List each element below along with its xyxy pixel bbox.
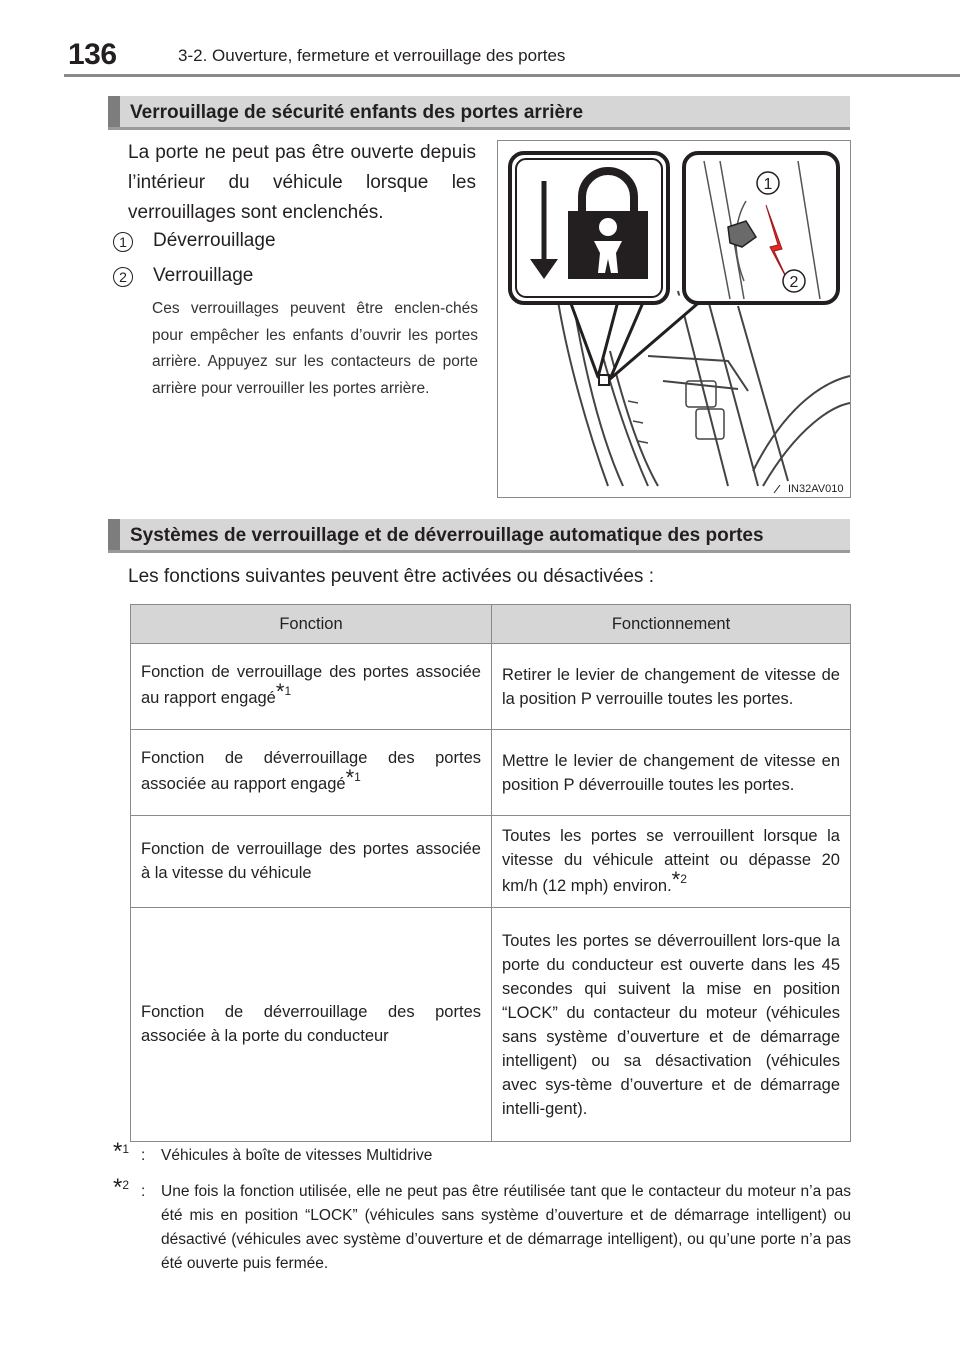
footnote-ref: 2 <box>680 872 687 886</box>
running-header: 3-2. Ouverture, fermeture et verrouillage des portes <box>178 46 566 65</box>
table-cell-function <box>131 908 492 1142</box>
table-row <box>131 908 851 1142</box>
table-cell-function <box>131 730 492 816</box>
table-cell-function <box>131 644 492 730</box>
section-heading-auto-lock <box>108 519 850 553</box>
footnote-1 <box>113 1138 853 1170</box>
function-text: Fonction de déverrouillage des portes associée au rapport engagé <box>141 749 481 793</box>
figure-callout-1: 1 <box>763 176 773 193</box>
table-cell-operation <box>492 644 851 730</box>
footnote-colon: : <box>141 1183 146 1200</box>
door-illustration-svg <box>498 141 850 497</box>
list-item-label: Verrouillage <box>153 265 254 286</box>
child-lock-illustration <box>497 140 851 498</box>
table-cell-operation <box>492 816 851 908</box>
footnote-2 <box>113 1174 853 1280</box>
table-cell-function <box>131 816 492 908</box>
column-header-operation: Fonctionnement <box>492 605 851 644</box>
list-item-label: Déverrouillage <box>153 230 276 251</box>
function-table <box>130 604 851 1142</box>
header-rule <box>64 74 960 77</box>
figure-code: IN32AV010 <box>788 483 844 495</box>
section-heading-title: Verrouillage de sécurité enfants des portes arrière <box>130 102 584 123</box>
operation-text: Toutes les portes se verrouillent lorsque la vitesse du véhicule atteint ou dépasse 20 km/h (12 mph) environ. <box>502 827 840 895</box>
operation-text: Toutes les portes se déverrouillent lors-que la porte du conducteur est ouverte dans les 45 secondes qui suivent la mise en position “LOCK” du contacteur du moteur (véhicules sans système d’ouverture et de démarrage intelligent) ou sa désactivation (véhicules avec sys-tème d’ouverture et de démarrage intelli-gent). <box>502 931 840 1118</box>
intro-paragraph: La porte ne peut pas être ouverte depuis l’intérieur du véhicule lorsque les verrouillages sont enclenchés. <box>128 142 476 223</box>
section-heading-child-lock <box>108 96 850 130</box>
footnote-ref: 2 <box>122 1178 130 1192</box>
footnote-colon: : <box>141 1147 146 1164</box>
footnote-text: Véhicules à boîte de vitesses Multidrive <box>161 1147 433 1164</box>
table-row <box>131 816 851 908</box>
operation-text: Mettre le levier de changement de vitesse en position P déverrouille toutes les portes. <box>502 751 840 794</box>
section-heading-tab <box>108 519 120 550</box>
number-badge: 2 <box>113 267 133 287</box>
column-header-function: Fonction <box>131 605 492 644</box>
table-cell-operation <box>492 730 851 816</box>
figure-callout-2: 2 <box>789 274 799 291</box>
footnote-ref: 1 <box>284 684 292 698</box>
function-text: Fonction de verrouillage des portes associée au rapport engagé <box>141 663 481 707</box>
table-header-row <box>131 605 851 644</box>
table-row <box>131 644 851 730</box>
footnote-star: * <box>275 679 285 704</box>
footnote-marker <box>113 1176 129 1203</box>
number-badge: 1 <box>113 232 133 252</box>
lead-paragraph: Les fonctions suivantes peuvent être activées ou désactivées : <box>128 566 654 587</box>
footnote-text: Une fois la fonction utilisée, elle ne peut pas être réutilisée tant que le contacteur du moteur n’a pas été mis en position “LOCK” (véhicules sans système d’ouverture et de démarrage intelligent) ou désactivé (véhicules avec système d’ouverture et de démarrage intelligent), ou qu’une porte n’a pas été ouverte puis fermée. <box>161 1183 851 1272</box>
footnote-marker <box>113 1140 129 1167</box>
footnote-star: * <box>113 1138 123 1165</box>
page-number: 136 <box>68 38 117 71</box>
footnote-ref: 1 <box>122 1142 130 1156</box>
note-paragraph: Ces verrouillages peuvent être enclen-chés pour empêcher les enfants d’ouvrir les portes arrière. Appuyez sur les contacteurs de porte arrière pour verrouiller les portes arrière. <box>152 300 478 397</box>
footnote-ref: 1 <box>354 770 361 784</box>
function-text: Fonction de verrouillage des portes associée à la vitesse du véhicule <box>141 839 481 882</box>
footnote-star: * <box>671 867 681 892</box>
function-text: Fonction de déverrouillage des portes associée à la porte du conducteur <box>141 1002 481 1045</box>
table-cell-operation <box>492 908 851 1142</box>
operation-text: Retirer le levier de changement de vitesse de la position P verrouille toutes les portes. <box>502 665 840 708</box>
table-row <box>131 730 851 816</box>
section-heading-tab <box>108 96 120 127</box>
footnote-star: * <box>113 1174 123 1201</box>
footnote-star: * <box>345 765 355 790</box>
section-heading-title: Systèmes de verrouillage et de déverrouillage automatique des portes <box>130 525 764 546</box>
